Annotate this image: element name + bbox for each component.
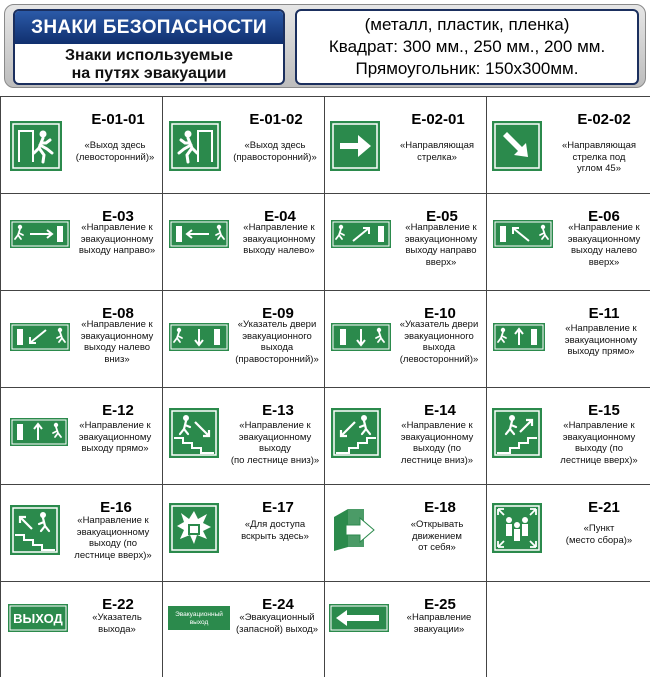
- sign-code: Е-13: [262, 402, 294, 419]
- sign-code: Е-17: [262, 499, 294, 516]
- desc-line: «Указатель двери: [237, 319, 317, 330]
- sign-description: [395, 222, 487, 268]
- desc-line: выходу прямо»: [81, 443, 149, 454]
- desc-line: (правосторонний)»: [235, 353, 319, 365]
- sign-description: [67, 140, 163, 163]
- sign-description: [387, 519, 487, 554]
- desc-line: лестнице вверх)»: [560, 454, 638, 466]
- desc-line: «Открывать: [410, 519, 464, 530]
- arrow-left-long-icon: [329, 604, 389, 632]
- arrow-diagonal-icon: [492, 121, 542, 171]
- sign-code: Е-09: [262, 305, 294, 322]
- sign-description: [71, 319, 163, 365]
- desc-line: «Выход здесь: [84, 140, 146, 151]
- emergency-exit-text-2: выход: [189, 619, 209, 626]
- sign-description: [547, 523, 650, 546]
- stairs-up-right-icon: [492, 408, 542, 458]
- signs-grid: [0, 96, 650, 677]
- sign-description: [229, 612, 325, 635]
- desc-line: стрелка»: [417, 151, 457, 163]
- exit-left-icon: [169, 220, 229, 248]
- desc-line: выходу (по: [88, 538, 138, 549]
- sign-code: Е-11: [588, 305, 620, 322]
- desc-line: «Направление к: [77, 515, 149, 526]
- desc-line: вверх»: [425, 256, 457, 268]
- sign-description: [551, 323, 650, 358]
- desc-line: эвакуационному: [78, 431, 152, 443]
- specs-box: [295, 9, 639, 85]
- sign-code: Е-03: [102, 208, 134, 225]
- subtitle-line-1: Знаки используемые: [65, 47, 233, 64]
- sign-cell: [163, 291, 325, 388]
- desc-line: «Направление: [406, 612, 472, 623]
- exit-straight-icon: [493, 323, 545, 351]
- sign-code: Е-21: [588, 499, 620, 516]
- sign-code: Е-25: [424, 596, 456, 613]
- sign-code: Е-10: [424, 305, 456, 322]
- desc-line: «Указатель: [92, 612, 142, 623]
- desc-line: выходу направо: [405, 245, 477, 256]
- sign-cell: [1, 582, 163, 677]
- desc-line: выходу: [259, 443, 291, 454]
- sign-cell: [1, 485, 163, 582]
- desc-line: (по лестнице вниз)»: [230, 454, 320, 466]
- desc-line: движением: [412, 530, 462, 542]
- desc-line: вверх»: [588, 256, 620, 268]
- desc-line: «Направление к: [79, 420, 151, 431]
- desc-line: «Направление к: [81, 222, 153, 233]
- exit-right-up-icon: [331, 220, 391, 248]
- break-to-access-icon: [169, 503, 219, 553]
- desc-line: выхода: [260, 342, 294, 353]
- sign-description: [387, 420, 487, 466]
- sign-description: [391, 612, 487, 635]
- desc-line: (запасной) выход»: [235, 623, 319, 635]
- empty-cell: [487, 582, 650, 677]
- desc-line: эвакуационному: [76, 526, 150, 538]
- sign-description: [229, 319, 325, 365]
- subtitle-line-2: на путях эвакуации: [71, 65, 227, 82]
- exit-left-down-icon: [10, 323, 70, 351]
- desc-line: выхода»: [98, 623, 136, 635]
- exit-sign-text: ВЫХОД: [13, 611, 63, 626]
- sign-code: Е-06: [588, 208, 620, 225]
- desc-line: эвакуационному: [564, 334, 638, 346]
- desc-line: «Направляющая: [561, 140, 637, 151]
- desc-line: выходу налево»: [243, 245, 315, 256]
- desc-line: «Направляющая: [399, 140, 475, 151]
- sign-cell: [487, 97, 650, 194]
- desc-line: выходу налево: [570, 245, 638, 256]
- stairs-up-left-icon: [10, 505, 60, 555]
- exit-text-sign-icon: [8, 604, 68, 632]
- sign-cell: [1, 388, 163, 485]
- desc-line: эвакуационному: [400, 431, 474, 443]
- header-panel: [4, 4, 646, 88]
- desc-line: лестнице вверх)»: [74, 549, 152, 561]
- exit-right-icon: [10, 220, 70, 248]
- sign-cell: [163, 194, 325, 291]
- desc-line: эвакуационного: [242, 330, 312, 342]
- desc-line: выходу налево: [83, 342, 151, 353]
- desc-line: эвакуационному: [562, 431, 636, 443]
- subtitle: [15, 47, 283, 83]
- sign-code: Е-14: [424, 402, 456, 419]
- rect-sizes-text: Прямоугольник: 150х300мм.: [355, 59, 579, 78]
- sign-cell: [487, 485, 650, 582]
- push-door-icon: [330, 503, 382, 553]
- sign-code: Е-08: [102, 305, 134, 322]
- sign-description: [225, 140, 325, 163]
- desc-line: (левосторонний)»: [75, 151, 155, 163]
- desc-line: от себя»: [418, 542, 456, 553]
- exit-door-pointer-left-icon: [331, 323, 391, 351]
- desc-line: «Эвакуационный: [239, 612, 315, 623]
- desc-line: эвакуационному: [404, 233, 478, 245]
- sign-description: [71, 612, 163, 635]
- sign-description: [391, 319, 487, 365]
- desc-line: «Для доступа: [244, 519, 306, 530]
- desc-line: «Пункт: [583, 523, 615, 534]
- sign-description: [63, 515, 163, 561]
- square-sizes-text: Квадрат: 300 мм., 250 мм., 200 мм.: [328, 37, 606, 56]
- desc-line: выходу прямо»: [567, 346, 635, 357]
- arrow-right-icon: [330, 121, 380, 171]
- sign-cell: [487, 291, 650, 388]
- desc-line: вниз»: [104, 353, 130, 365]
- desc-line: углом 45»: [577, 163, 621, 174]
- desc-line: вскрыть здесь»: [241, 530, 309, 542]
- title-box: [13, 9, 285, 85]
- desc-line: «Направление к: [239, 420, 311, 431]
- sign-description: [225, 420, 325, 466]
- desc-line: «Направление к: [401, 420, 473, 431]
- sign-code: Е-02-02: [577, 111, 631, 128]
- sign-cell: [325, 485, 487, 582]
- sign-cell: [163, 485, 325, 582]
- sign-description: [67, 420, 163, 455]
- sign-description: [549, 140, 649, 175]
- desc-line: «Направление к: [568, 222, 640, 233]
- desc-line: «Направление к: [563, 420, 635, 431]
- sign-cell: [325, 388, 487, 485]
- stairs-down-right-icon: [169, 408, 219, 458]
- desc-line: выхода: [422, 342, 456, 353]
- desc-line: эвакуационному: [80, 233, 154, 245]
- sign-cell: [1, 97, 163, 194]
- desc-line: выходу направо»: [78, 245, 156, 256]
- desc-line: «Направление к: [405, 222, 477, 233]
- desc-line: эвакуационному: [242, 233, 316, 245]
- desc-line: выходу (по: [574, 443, 624, 454]
- desc-line: «Указатель двери: [399, 319, 479, 330]
- page-title: ЗНАКИ БЕЗОПАСНОСТИ: [15, 11, 283, 44]
- sign-cell: [1, 194, 163, 291]
- desc-line: «Направление к: [243, 222, 315, 233]
- desc-line: «Выход здесь: [244, 140, 306, 151]
- desc-line: «Направление к: [81, 319, 153, 330]
- exit-straight-alt-icon: [10, 418, 68, 446]
- sign-cell: [325, 97, 487, 194]
- desc-line: (правосторонний)»: [233, 151, 317, 163]
- sign-cell: [163, 582, 325, 677]
- desc-line: (место сбора)»: [565, 534, 633, 546]
- sign-cell: [163, 388, 325, 485]
- sign-code: Е-24: [262, 596, 294, 613]
- sign-code: Е-16: [100, 499, 132, 516]
- desc-line: эвакуационному: [80, 330, 154, 342]
- sign-cell: [487, 388, 650, 485]
- sign-cell: [1, 291, 163, 388]
- exit-left-up-icon: [493, 220, 553, 248]
- sign-code: Е-01-01: [91, 111, 145, 128]
- sign-code: Е-04: [264, 208, 296, 225]
- sign-code: Е-05: [426, 208, 458, 225]
- sign-code: Е-15: [588, 402, 620, 419]
- sign-code: Е-02-01: [411, 111, 465, 128]
- sign-cell: [487, 194, 650, 291]
- desc-line: выходу (по: [412, 443, 462, 454]
- sign-description: [387, 140, 487, 163]
- sign-code: Е-01-02: [249, 111, 303, 128]
- sign-description: [557, 222, 650, 268]
- sign-code: Е-22: [102, 596, 134, 613]
- desc-line: эвакуационного: [404, 330, 474, 342]
- materials-text: (металл, пластик, пленка): [364, 15, 570, 34]
- sign-cell: [163, 97, 325, 194]
- stairs-down-left-icon: [331, 408, 381, 458]
- assembly-point-icon: [492, 503, 542, 553]
- desc-line: (левосторонний)»: [399, 353, 479, 365]
- emergency-exit-text-1: Эвакуационный: [175, 611, 223, 618]
- sign-cell: [325, 194, 487, 291]
- sign-description: [71, 222, 163, 257]
- emergency-exit-text-sign-icon: [168, 606, 230, 630]
- sign-code: Е-12: [102, 402, 134, 419]
- sign-description: [233, 222, 325, 257]
- sign-cell: [325, 582, 487, 677]
- sign-description: [225, 519, 325, 542]
- exit-door-right-icon: [169, 121, 221, 171]
- desc-line: эвакуационному: [567, 233, 641, 245]
- desc-line: «Направление к: [565, 323, 637, 334]
- exit-door-pointer-right-icon: [169, 323, 229, 351]
- sign-code: Е-18: [424, 499, 456, 516]
- desc-line: эвакуационному: [238, 431, 312, 443]
- sign-description: [547, 420, 650, 466]
- sign-cell: [325, 291, 487, 388]
- desc-line: лестнице вниз)»: [400, 454, 474, 466]
- desc-line: стрелка под: [572, 151, 626, 163]
- exit-door-left-icon: [10, 121, 62, 171]
- desc-line: эвакуации»: [413, 623, 465, 635]
